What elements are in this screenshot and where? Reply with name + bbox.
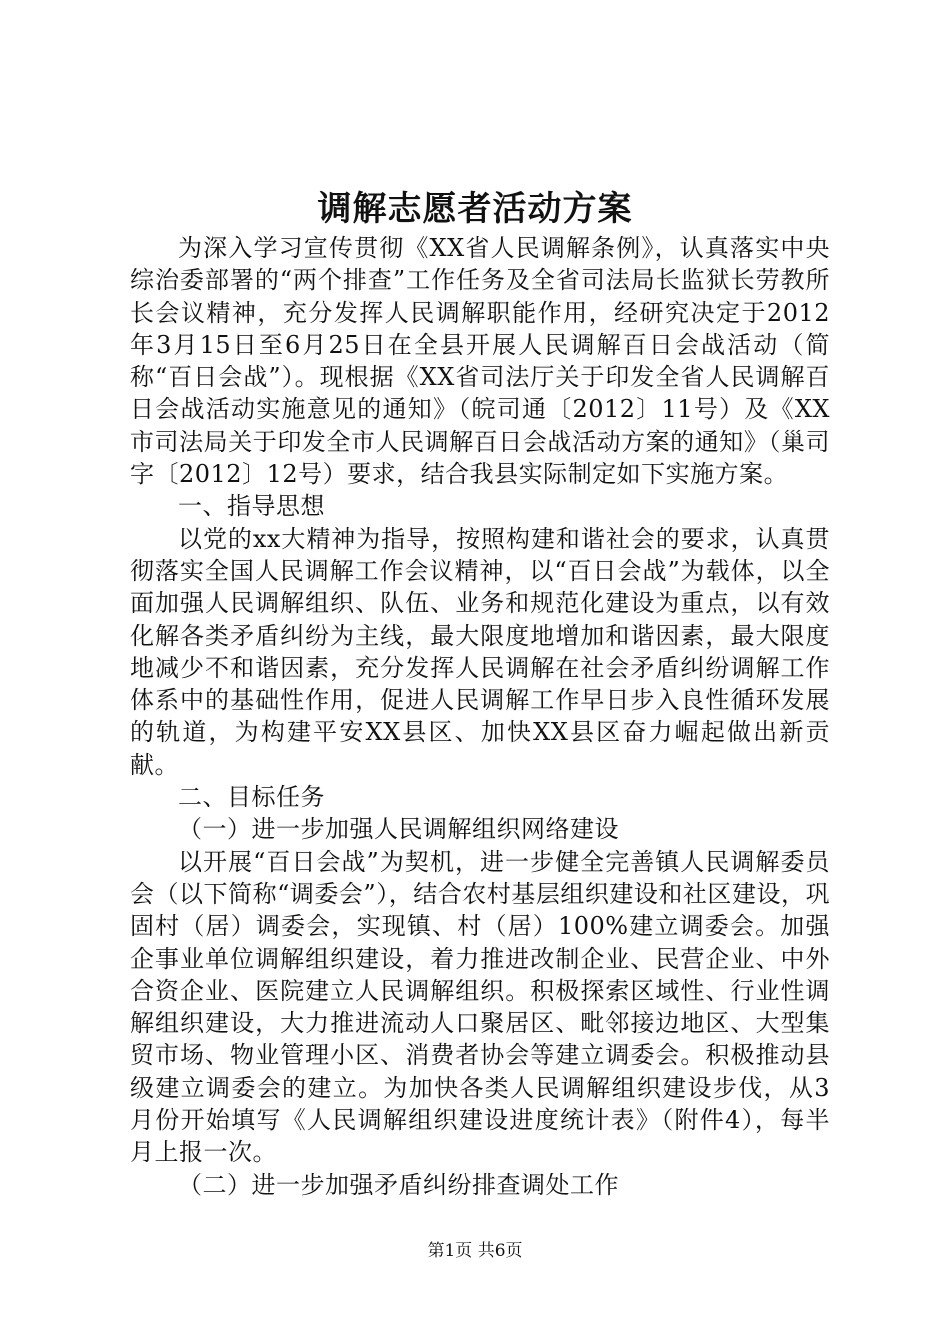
page-footer: 第1页 共6页: [427, 1241, 523, 1261]
subsection-heading-1: （一）进一步加强人民调解组织网络建设: [178, 815, 619, 844]
section-heading-goals: 二、目标任务: [178, 783, 325, 812]
organization-building-paragraph: 以开展“百日会战”为契机，进一步健全完善镇人民调解委员会（以下简称“调委会”），结合农村基层组织建设和社区建设，巩固村（居）调委会，实现镇、村（居）100%建立调委会。加强企事业单位调解组织建设，着力推进改制企业、民营企业、中外合资企业、医院建立人民调解组织。积极探索区域性、行业性调解组织建设，大力推进流动人口聚居区、毗邻接边地区、大型集贸市场、物业管理小区、消费者协会等建立调委会。积极推动县级建立调委会的建立。为加快各类人民调解组织建设步伐，从3月份开始填写《人民调解组织建设进度统计表》（附件4），每半月上报一次。: [130, 847, 830, 1167]
guiding-ideology-paragraph: 以党的xx大精神为指导，按照构建和谐社会的要求，认真贯彻落实全国人民调解工作会议精神，以“百日会战”为载体，以全面加强人民调解组织、队伍、业务和规范化建设为重点，以有效化解各类矛盾纠纷为主线，最大限度地增加和谐因素，最大限度地减少不和谐因素，充分发挥人民调解在社会矛盾纠纷调解工作体系中的基础性作用，促进人民调解工作早日步入良性循环发展的轨道，为构建平安XX县区、加快XX县区奋力崛起做出新贡献。: [130, 524, 830, 779]
document-title: 调解志愿者活动方案: [317, 189, 633, 229]
intro-paragraph: 为深入学习宣传贯彻《XX省人民调解条例》，认真落实中央综治委部署的“两个排查”工作任务及全省司法局长监狱长劳教所长会议精神，充分发挥人民调解职能作用，经研究决定于2012年3月15日至6月25日在全县开展人民调解百日会战活动（简称“百日会战”）。现根据《XX省司法厅关于印发全省人民调解百日会战活动实施意见的通知》（皖司通〔2012〕11号）及《XX市司法局关于印发全市人民调解百日会战活动方案的通知》（巢司字〔2012〕12号）要求，结合我县实际制定如下实施方案。: [130, 234, 830, 489]
section-heading-guiding-ideology: 一、指导思想: [178, 492, 325, 521]
subsection-heading-2: （二）进一步加强矛盾纠纷排查调处工作: [178, 1170, 619, 1199]
document-body: [130, 232, 830, 1201]
